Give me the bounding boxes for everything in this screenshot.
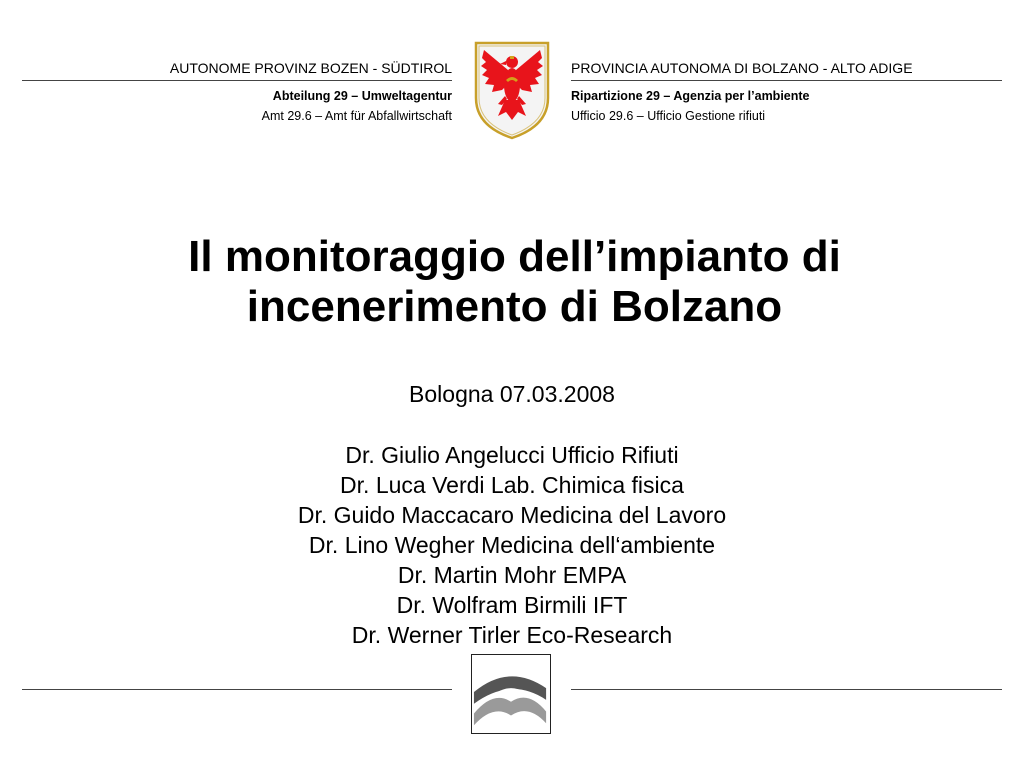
presentation-date: Bologna 07.03.2008 (409, 381, 615, 407)
agency-logo-box (471, 654, 551, 734)
slide-title (0, 232, 1024, 332)
slide-title-line1: Il monitoraggio dell’impianto di (188, 232, 841, 281)
author-item: Dr. Lino Wegher Medicina dell‘ambiente (308, 532, 716, 558)
header-left-office: Amt 29.6 – Amt für Abfallwirtschaft (261, 109, 452, 123)
header-left-department: Abteilung 29 – Umweltagentur (272, 89, 452, 103)
author-item: Dr. Guido Maccacaro Medicina del Lavoro (297, 502, 727, 528)
authors-list (0, 440, 1024, 650)
author-item: Dr. Wolfram Birmili IFT (396, 592, 628, 618)
slide-title-line2: incenerimento di Bolzano (246, 282, 783, 331)
agency-arc-logo-icon (472, 655, 550, 733)
header-left-province: AUTONOME PROVINZ BOZEN - SÜDTIROL (169, 60, 452, 76)
header-right-office: Ufficio 29.6 – Ufficio Gestione rifiuti (571, 109, 766, 123)
footer-divider-right (571, 689, 1002, 690)
footer-divider-left (22, 689, 452, 690)
author-item: Dr. Martin Mohr EMPA (397, 562, 627, 588)
header-right-department: Ripartizione 29 – Agenzia per l’ambiente (571, 89, 810, 103)
header-divider-right (571, 80, 1002, 81)
header-right-province: PROVINCIA AUTONOMA DI BOLZANO - ALTO ADIGE (571, 60, 913, 76)
eagle-coat-of-arms-icon (472, 40, 552, 140)
author-item: Dr. Luca Verdi Lab. Chimica fisica (340, 472, 684, 498)
author-item: Dr. Giulio Angelucci Ufficio Rifiuti (345, 442, 679, 468)
header-divider-left (22, 80, 452, 81)
author-item: Dr. Werner Tirler Eco-Research (351, 622, 673, 648)
